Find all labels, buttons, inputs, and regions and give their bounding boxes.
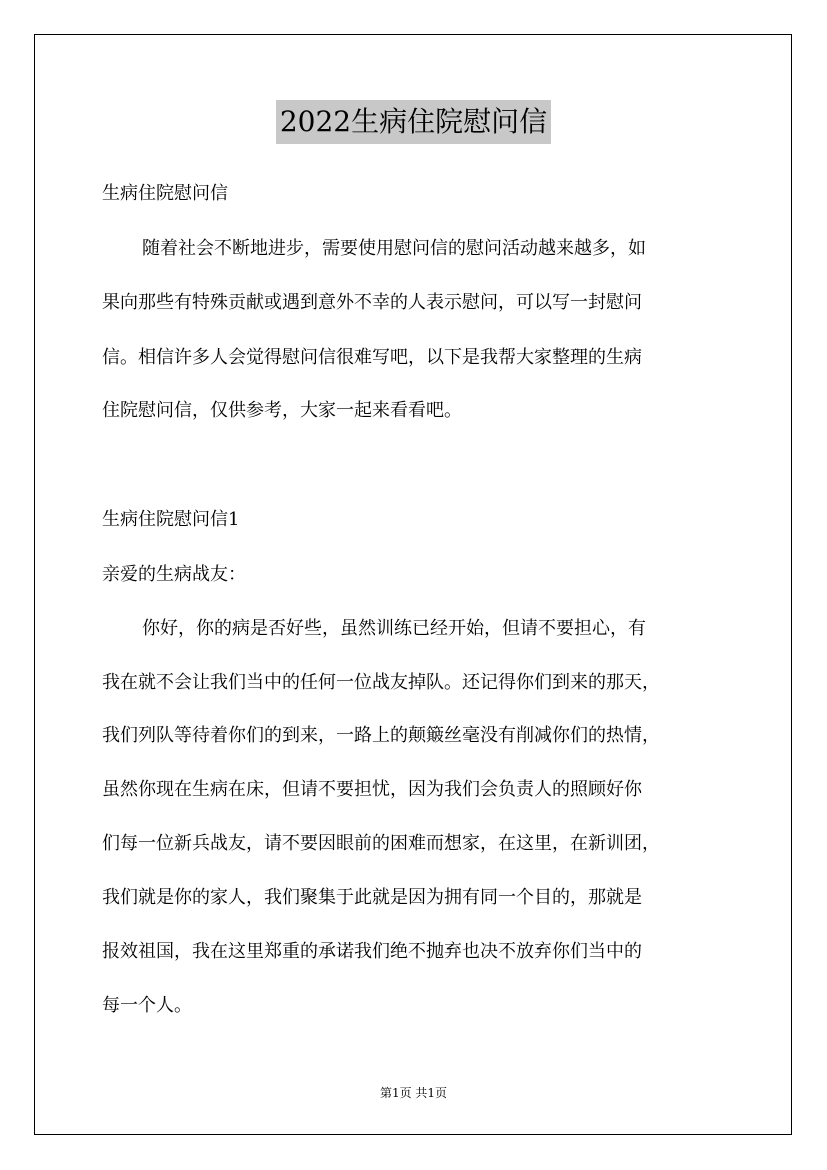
body-line: 报效祖国，我在这里郑重的承诺我们绝不抛弃也决不放弃你们当中的 <box>102 941 642 962</box>
section-title: 生病住院慰问信1 <box>102 509 240 530</box>
subtitle: 生病住院慰问信 <box>102 183 228 204</box>
title-container <box>0 100 827 144</box>
document-title: 2022生病住院慰问信 <box>276 100 551 144</box>
page-footer: 第1页 共1页 <box>379 1086 448 1100</box>
body-line: 我们就是你的家人，我们聚集于此就是因为拥有同一个目的，那就是 <box>102 887 642 908</box>
body-line: 你好，你的病是否好些，虽然训练已经开始，但请不要担心，有 <box>142 618 646 639</box>
body-line: 我在就不会让我们当中的任何一位战友掉队。还记得你们到来的那天， <box>102 672 660 693</box>
body-line: 们每一位新兵战友，请不要因眼前的困难而想家，在这里，在新训团， <box>102 833 660 854</box>
body-line: 虽然你现在生病在床，但请不要担忧，因为我们会负责人的照顾好你 <box>102 779 642 800</box>
intro-line: 果向那些有特殊贡献或遇到意外不幸的人表示慰问，可以写一封慰问 <box>102 292 642 313</box>
intro-line: 住院慰问信，仅供参考，大家一起来看看吧。 <box>102 400 462 421</box>
body-line: 每一个人。 <box>102 995 192 1016</box>
intro-line: 信。相信许多人会觉得慰问信很难写吧，以下是我帮大家整理的生病 <box>102 347 642 368</box>
salutation: 亲爱的生病战友： <box>102 564 246 585</box>
body-line: 我们列队等待着你们的到来，一路上的颠簸丝毫没有削减你们的热情， <box>102 725 660 746</box>
intro-line: 随着社会不断地进步，需要使用慰问信的慰问活动越来越多，如 <box>142 238 646 259</box>
